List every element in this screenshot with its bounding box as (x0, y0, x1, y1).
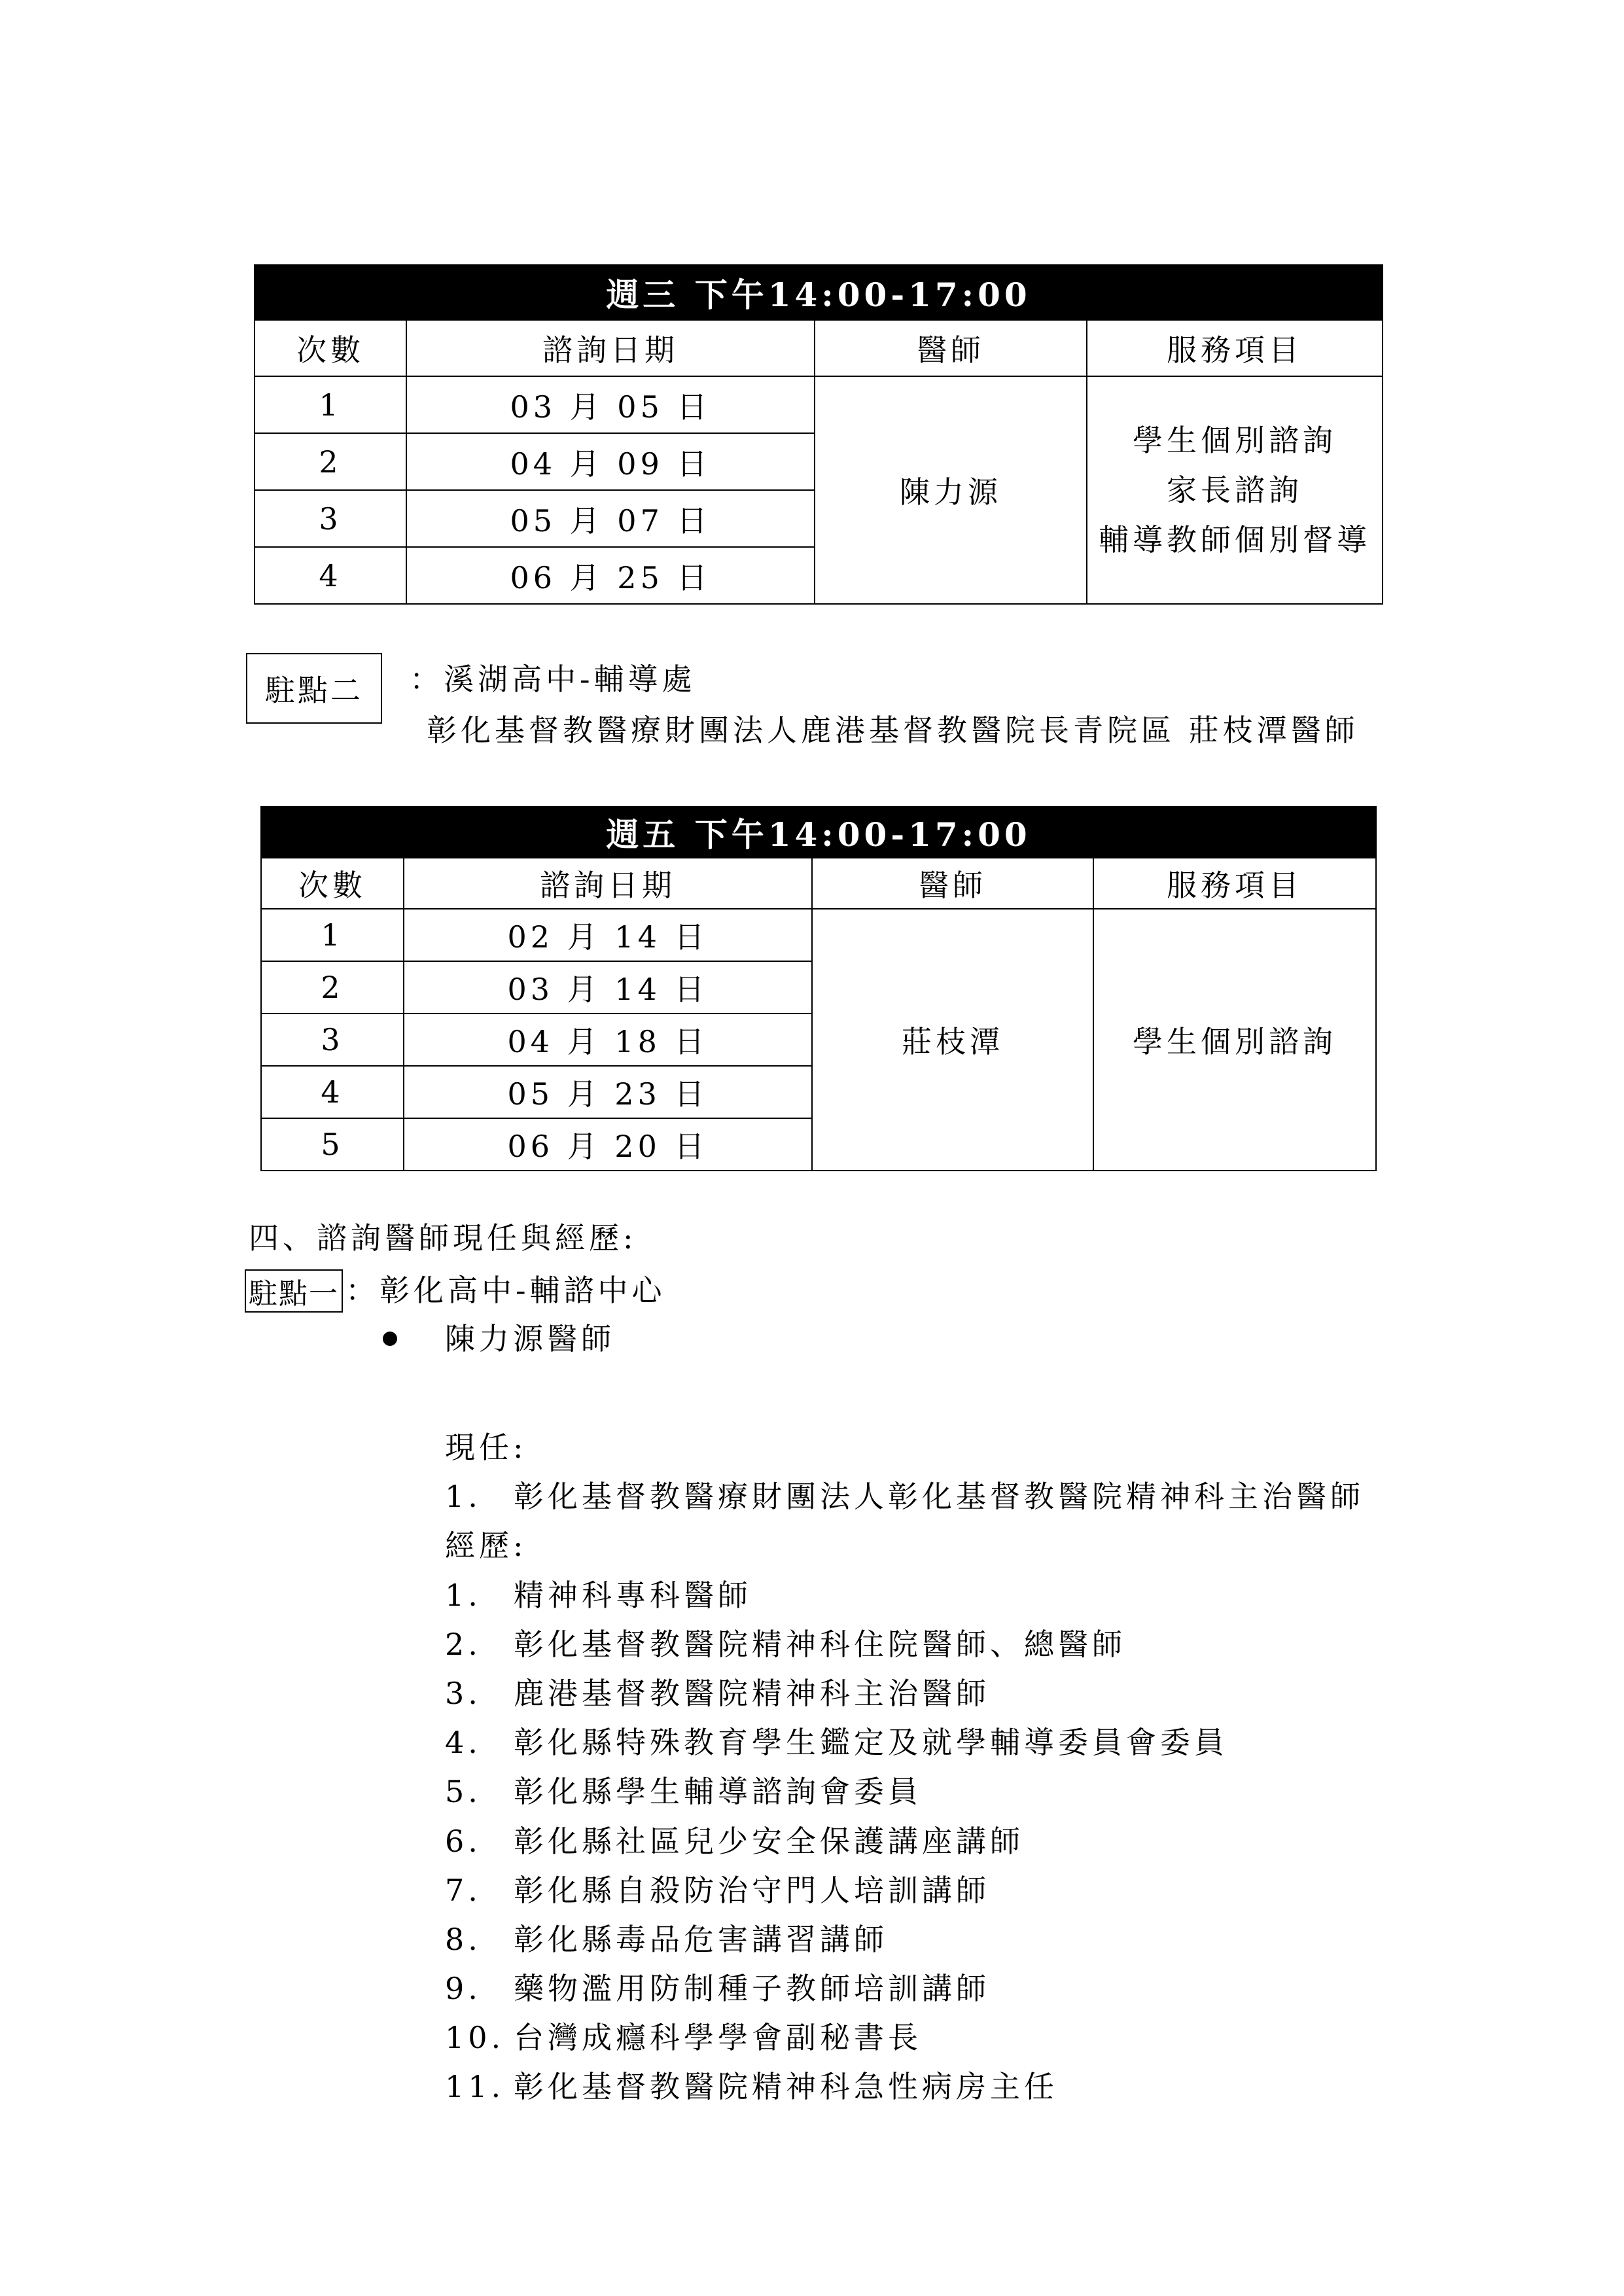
item-text: 彰化基督教醫療財團法人彰化基督教醫院精神科主治醫師 (514, 1479, 1364, 1515)
list-item (445, 1969, 1557, 2018)
service-cell: 學生個別諮詢 (1093, 909, 1376, 1171)
header-date: 諮詢日期 (404, 858, 812, 909)
schedule-table-friday (260, 806, 1377, 1171)
item-text: 彰化基督教醫院精神科急性病房主任 (514, 2069, 1058, 2105)
item-number: 4. (445, 1725, 482, 1761)
item-text: 彰化基督教醫院精神科住院醫師、總醫師 (514, 1626, 1126, 1662)
schedule-table-wednesday (254, 264, 1383, 605)
item-number: 2. (445, 1626, 482, 1662)
header-count: 次數 (261, 858, 404, 909)
row-count: 1 (261, 909, 404, 961)
list-item (445, 1576, 1557, 1625)
list-item (445, 1625, 1557, 1674)
table-title: 週五 下午14:00-17:00 (261, 807, 1376, 858)
item-number: 9. (445, 1971, 482, 2007)
item-text: 彰化縣特殊教育學生鑑定及就學輔導委員會委員 (514, 1725, 1228, 1761)
service-item: 學生個別諮詢 (1133, 423, 1337, 458)
doctor-cell: 莊枝潭 (812, 909, 1093, 1171)
list-item (445, 1723, 1557, 1772)
row-date: 06 月 20 日 (404, 1118, 812, 1171)
item-number: 6. (445, 1823, 482, 1859)
list-item (445, 1920, 1557, 1969)
item-text: 彰化縣自殺防治守門人培訓講師 (514, 1872, 990, 1908)
service-cell (1087, 376, 1383, 604)
history-label: 經歷: (445, 1528, 527, 1564)
item-number: 10. (445, 2020, 505, 2056)
station-two-location: ：溪湖高中-輔導處 (410, 662, 696, 697)
station-one-label: 駐點一 (245, 1269, 343, 1313)
item-number: 8. (445, 1921, 482, 1957)
row-date: 04 月 09 日 (406, 433, 815, 490)
item-number: 1. (445, 1479, 482, 1515)
row-date: 05 月 23 日 (404, 1066, 812, 1118)
header-service: 服務項目 (1087, 320, 1383, 376)
item-text: 彰化縣社區兒少安全保護講座講師 (514, 1823, 1024, 1859)
row-count: 2 (255, 433, 406, 490)
row-date: 02 月 14 日 (404, 909, 812, 961)
row-date: 05 月 07 日 (406, 490, 815, 547)
row-count: 4 (261, 1066, 404, 1118)
header-doctor: 醫師 (812, 858, 1093, 909)
row-count: 3 (255, 490, 406, 547)
service-item: 家長諮詢 (1167, 472, 1303, 508)
station-two-label: 駐點二 (246, 653, 382, 724)
item-text: 鹿港基督教醫院精神科主治醫師 (514, 1675, 990, 1711)
row-count: 3 (261, 1014, 404, 1066)
header-service: 服務項目 (1093, 858, 1376, 909)
row-count: 5 (261, 1118, 404, 1171)
row-date: 06 月 25 日 (406, 547, 815, 604)
list-item (445, 1772, 1557, 1821)
header-doctor: 醫師 (815, 320, 1087, 376)
doctor-profile-list (445, 1428, 1557, 2117)
list-item (445, 1428, 1557, 1477)
list-item (445, 2067, 1557, 2116)
station-two-hospital: 彰化基督教醫療財團法人鹿港基督教醫院長青院區 莊枝潭醫師 (427, 713, 1359, 748)
row-count: 2 (261, 961, 404, 1014)
service-item: 輔導教師個別督導 (1099, 522, 1371, 557)
item-number: 11. (445, 2069, 505, 2105)
list-item (445, 1477, 1557, 1526)
current-label: 現任: (445, 1430, 527, 1465)
bullet-icon (383, 1332, 397, 1346)
section-heading: 四、諮詢醫師現任與經歷: (249, 1220, 637, 1256)
list-item (445, 1822, 1557, 1871)
doctor-cell: 陳力源 (815, 376, 1087, 604)
row-date: 03 月 05 日 (406, 376, 815, 433)
table-row (255, 376, 1383, 433)
doctor-name: 陳力源醫師 (445, 1321, 615, 1356)
item-number: 7. (445, 1872, 482, 1908)
item-number: 3. (445, 1675, 482, 1711)
row-date: 03 月 14 日 (404, 961, 812, 1014)
table-row (261, 909, 1376, 961)
row-count: 1 (255, 376, 406, 433)
list-item (445, 1526, 1557, 1575)
item-text: 台灣成癮科學學會副秘書長 (514, 2020, 922, 2056)
item-text: 彰化縣毒品危害講習講師 (514, 1921, 888, 1957)
header-count: 次數 (255, 320, 406, 376)
item-number: 1. (445, 1577, 482, 1613)
list-item (445, 1871, 1557, 1920)
item-number: 5. (445, 1774, 482, 1810)
header-date: 諮詢日期 (406, 320, 815, 376)
row-date: 04 月 18 日 (404, 1014, 812, 1066)
row-count: 4 (255, 547, 406, 604)
list-item (445, 1674, 1557, 1723)
item-text: 藥物濫用防制種子教師培訓講師 (514, 1971, 990, 2007)
table-title: 週三 下午14:00-17:00 (255, 265, 1383, 320)
list-item (445, 2018, 1557, 2067)
item-text: 彰化縣學生輔導諮詢會委員 (514, 1774, 922, 1810)
station-one-location: ：彰化高中-輔諮中心 (345, 1273, 666, 1308)
item-text: 精神科專科醫師 (514, 1577, 752, 1613)
